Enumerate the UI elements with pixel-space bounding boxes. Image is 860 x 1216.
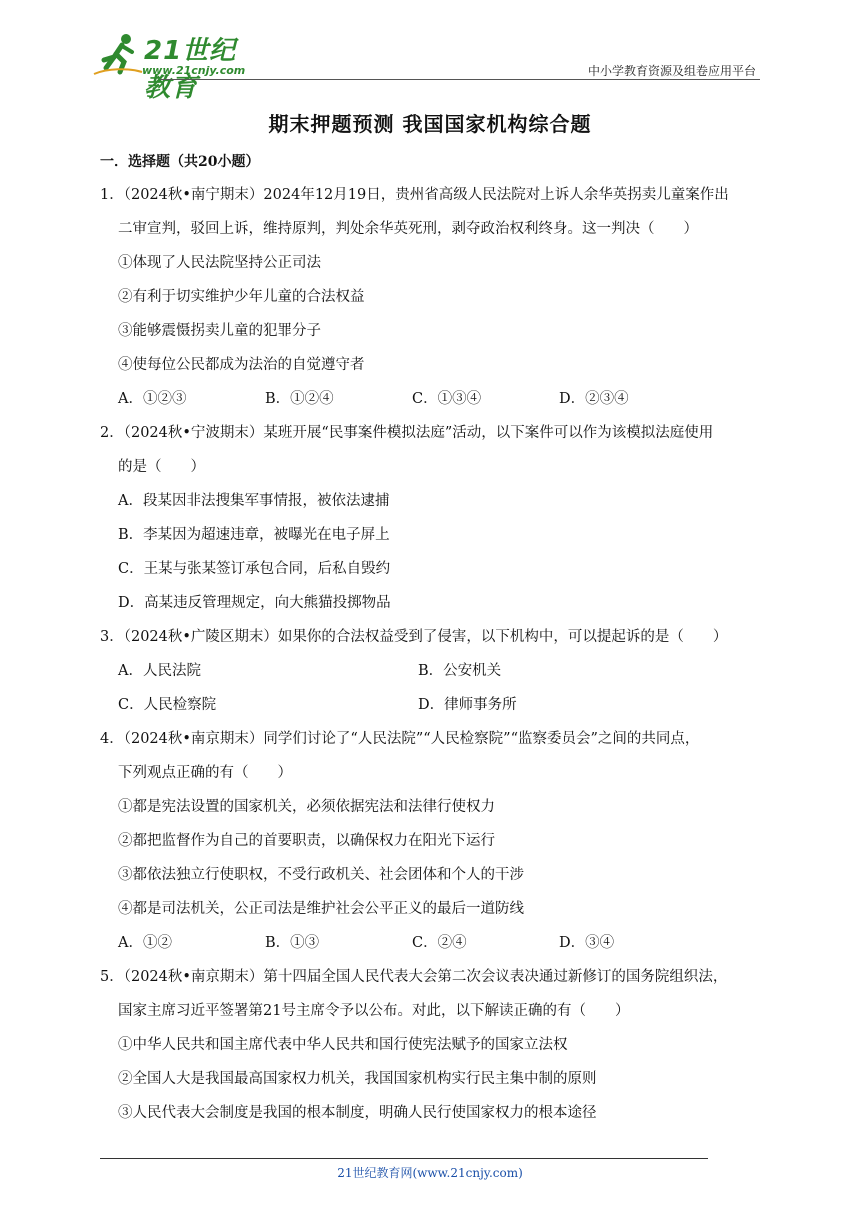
footer-link[interactable]: 21世纪教育网(www.21cnjy.com) bbox=[337, 1166, 523, 1180]
logo-url: www.21cnjy.com bbox=[142, 64, 246, 77]
question-1-option-c[interactable]: C．①③④ bbox=[412, 391, 482, 407]
question-2-option-a[interactable]: A．段某因非法搜集军事情报，被依法逮捕 bbox=[118, 493, 390, 509]
footer-divider bbox=[100, 1158, 708, 1159]
question-2-option-b[interactable]: B．李某因为超速违章，被曝光在电子屏上 bbox=[118, 527, 390, 543]
runner-logo-icon bbox=[92, 30, 144, 78]
question-4-statement-1: ①都是宪法设置的国家机关，必须依据宪法和法律行使权力 bbox=[118, 799, 495, 815]
logo-text: 21世纪教育 bbox=[144, 36, 237, 103]
question-2-stem-line-2: 的是（ ） bbox=[118, 459, 205, 475]
question-list bbox=[100, 178, 765, 1130]
page-title: 期末押题预测 我国国家机构综合题 bbox=[268, 112, 592, 136]
question-1-option-d[interactable]: D．②③④ bbox=[559, 391, 629, 407]
header-divider bbox=[160, 79, 760, 80]
question-3-options-row-2 bbox=[100, 688, 765, 722]
question-5-statement-1: ①中华人民共和国主席代表中华人民共和国行使宪法赋予的国家立法权 bbox=[118, 1037, 568, 1053]
section-heading: 一．选择题（共20小题） bbox=[100, 154, 260, 170]
question-4-stem-line-1: 4．（2024秋•南京期末）同学们讨论了“人民法院”“人民检察院”“监察委员会”之间的共同点， bbox=[100, 731, 700, 747]
question-4-option-b[interactable]: B．①③ bbox=[265, 935, 320, 951]
question-4-option-c[interactable]: C．②④ bbox=[412, 935, 467, 951]
question-1-statement-4: ④使每位公民都成为法治的自觉遵守者 bbox=[118, 357, 365, 373]
question-5-statement-2: ②全国人大是我国最高国家权力机关，我国国家机构实行民主集中制的原则 bbox=[118, 1071, 597, 1087]
question-4-options bbox=[100, 926, 765, 960]
question-2-option-d[interactable]: D．高某违反管理规定，向大熊猫投掷物品 bbox=[118, 595, 391, 611]
page-header bbox=[0, 0, 860, 103]
question-1-stem-line-1: 1．（2024秋•南宁期末）2024年12月19日，贵州省高级人民法院对上诉人余华英拐卖儿童案作出 bbox=[100, 187, 729, 203]
question-1-option-b[interactable]: B．①②④ bbox=[265, 391, 334, 407]
question-3-stem-line-1: 3．（2024秋•广陵区期末）如果你的合法权益受到了侵害，以下机构中，可以提起诉的是（ ） bbox=[100, 629, 728, 645]
question-3-option-a[interactable]: A．人民法院 bbox=[118, 663, 201, 679]
question-3-options-row-1 bbox=[100, 654, 765, 688]
question-5-stem-line-1: 5．（2024秋•南京期末）第十四届全国人民代表大会第二次会议表决通过新修订的国务院组织法， bbox=[100, 969, 728, 985]
question-1-option-a[interactable]: A．①②③ bbox=[118, 391, 187, 407]
question-1-statement-2: ②有利于切实维护少年儿童的合法权益 bbox=[118, 289, 365, 305]
question-5-statement-3: ③人民代表大会制度是我国的根本制度，明确人民行使国家权力的根本途径 bbox=[118, 1105, 597, 1121]
question-4-option-d[interactable]: D．③④ bbox=[559, 935, 615, 951]
question-3-option-b[interactable]: B．公安机关 bbox=[418, 663, 502, 679]
question-4-statement-2: ②都把监督作为自己的首要职责，以确保权力在阳光下运行 bbox=[118, 833, 495, 849]
question-4-statement-3: ③都依法独立行使职权，不受行政机关、社会团体和个人的干涉 bbox=[118, 867, 524, 883]
question-4-statement-4: ④都是司法机关，公正司法是维护社会公平正义的最后一道防线 bbox=[118, 901, 524, 917]
question-1-statement-1: ①体现了人民法院坚持公正司法 bbox=[118, 255, 321, 271]
question-1-options bbox=[100, 382, 765, 416]
site-logo[interactable] bbox=[92, 30, 262, 103]
platform-name: 中小学教育资源及组卷应用平台 bbox=[587, 64, 756, 78]
question-2-stem-line-1: 2．（2024秋•宁波期末）某班开展“民事案件模拟法庭”活动，以下案件可以作为该模拟法庭使用 bbox=[100, 425, 714, 441]
question-1-statement-3: ③能够震慑拐卖儿童的犯罪分子 bbox=[118, 323, 321, 339]
question-5-stem-line-2: 国家主席习近平签署第21号主席令予以公布。对此，以下解读正确的有（ ） bbox=[118, 1003, 630, 1019]
question-3-option-c[interactable]: C．人民检察院 bbox=[118, 697, 217, 713]
question-2-option-c[interactable]: C．王某与张某签订承包合同，后私自毁约 bbox=[118, 561, 391, 577]
question-4-option-a[interactable]: A．①② bbox=[118, 935, 172, 951]
question-3-option-d[interactable]: D．律师事务所 bbox=[418, 697, 517, 713]
question-1-stem-line-2: 二审宣判，驳回上诉，维持原判，判处余华英死刑，剥夺政治权利终身。这一判决（ ） bbox=[118, 221, 698, 237]
question-4-stem-line-2: 下列观点正确的有（ ） bbox=[118, 765, 292, 781]
